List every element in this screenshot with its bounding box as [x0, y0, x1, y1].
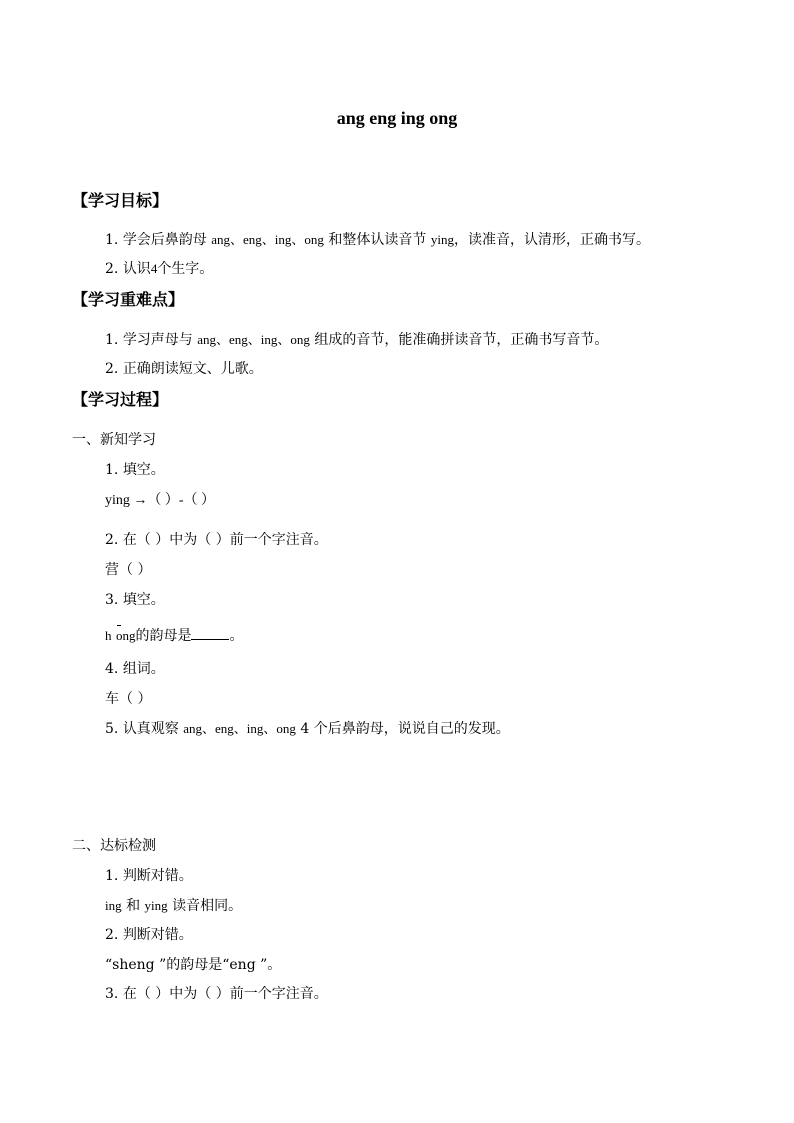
s1-q3-tail: 的韵母是: [135, 628, 192, 644]
s2-q3-num: 3.: [105, 986, 119, 1002]
keypoint-1-text-a: 学习声母与: [122, 332, 193, 348]
s2-q1: [105, 869, 193, 883]
s1-q3: [105, 593, 165, 607]
keypoint-item-1: [105, 333, 608, 347]
s2-q1-and: 和: [126, 898, 141, 914]
s1-q2-num: 2.: [105, 532, 119, 548]
s1-q3-o-macron: o: [115, 628, 123, 643]
s1-q3-h: h: [105, 628, 112, 643]
goal-1-text-b: 和整体认读音节: [328, 232, 427, 248]
process-heading: 【学习过程】: [72, 390, 169, 409]
section1-label: 一、新知学习: [72, 432, 156, 448]
s1-q3-line: [105, 627, 243, 643]
s2-q1-ing: ing: [105, 898, 122, 913]
s2-q2-line: “sheng ”的韵母是“eng ”。: [105, 957, 282, 973]
s2-q2-text: 判断对错。: [122, 927, 193, 943]
goal-1-num: 1.: [105, 232, 119, 248]
keypoint-2-num: 2.: [105, 361, 119, 377]
s1-q1: [105, 463, 165, 477]
s1-q5-text-a: 认真观察: [122, 721, 179, 737]
s2-q1-num: 1.: [105, 868, 119, 884]
goal-1-pinyin-finals: ang、eng、ing、ong: [211, 232, 324, 247]
s2-q2-num: 2.: [105, 927, 119, 943]
s2-q3: [105, 987, 328, 1001]
s1-q5-text-b: 4 个后鼻韵母，说说自己的发现。: [300, 721, 510, 737]
s1-q5: [105, 722, 510, 736]
s1-q3-text: 填空。: [122, 592, 165, 608]
s1-q3-ng: ng: [122, 628, 136, 643]
keypoints-heading: 【学习重难点】: [72, 290, 185, 309]
goal-item-2: [105, 262, 213, 276]
s1-q4-text: 组词。: [122, 661, 165, 677]
keypoint-2-text: 正确朗读短文、儿歌。: [122, 361, 263, 377]
page-title: ang eng ing ong: [336, 108, 458, 128]
s1-q5-num: 5.: [105, 721, 119, 737]
goal-2-num: 2.: [105, 261, 119, 277]
goal-item-1: [105, 233, 650, 247]
s1-q1-line: ying →（ ）-（ ）: [105, 493, 216, 508]
s1-q1-text: 填空。: [122, 462, 165, 478]
s1-q1-num: 1.: [105, 462, 119, 478]
s1-q3-answer-blank[interactable]: [191, 627, 229, 640]
section2-label: 二、达标检测: [72, 838, 156, 854]
s1-q3-num: 3.: [105, 592, 119, 608]
goal-1-pinyin-ying: ying: [430, 232, 454, 247]
s1-q2-text: 在（ ）中为（ ）前一个字注音。: [122, 532, 328, 548]
keypoint-1-pinyin-finals: ang、eng、ing、ong: [197, 332, 310, 347]
s2-q1-text: 判断对错。: [122, 868, 193, 884]
s2-q2: [105, 928, 193, 942]
s1-q3-end: 。: [229, 628, 244, 644]
goal-2-text-a: 认识: [122, 261, 151, 277]
s1-q4-line: 车（ ）: [105, 691, 152, 707]
goal-1-text-a: 学会后鼻韵母: [122, 232, 207, 248]
s1-q2-line: 营（ ）: [105, 562, 152, 578]
goal-2-text-b: 个生字。: [157, 261, 214, 277]
s2-q1-ying: ying: [144, 898, 168, 913]
goals-heading: 【学习目标】: [72, 191, 169, 210]
s1-q4: [105, 662, 165, 676]
s1-q2: [105, 533, 328, 547]
s1-q4-num: 4.: [105, 661, 119, 677]
s2-q1-line: [105, 899, 242, 913]
keypoint-1-num: 1.: [105, 332, 119, 348]
goal-2-number: 4: [150, 261, 158, 276]
goal-1-text-c: ，读准音，认清形，正确书写。: [453, 232, 650, 248]
keypoint-1-text-b: 组成的音节，能准确拼读音节，正确书写音节。: [314, 332, 609, 348]
s2-q3-text: 在（ ）中为（ ）前一个字注音。: [122, 986, 328, 1002]
s2-q1-rest: 读音相同。: [172, 898, 243, 914]
keypoint-item-2: [105, 362, 263, 376]
s1-q5-pinyin-finals: ang、eng、ing、ong: [183, 721, 296, 736]
